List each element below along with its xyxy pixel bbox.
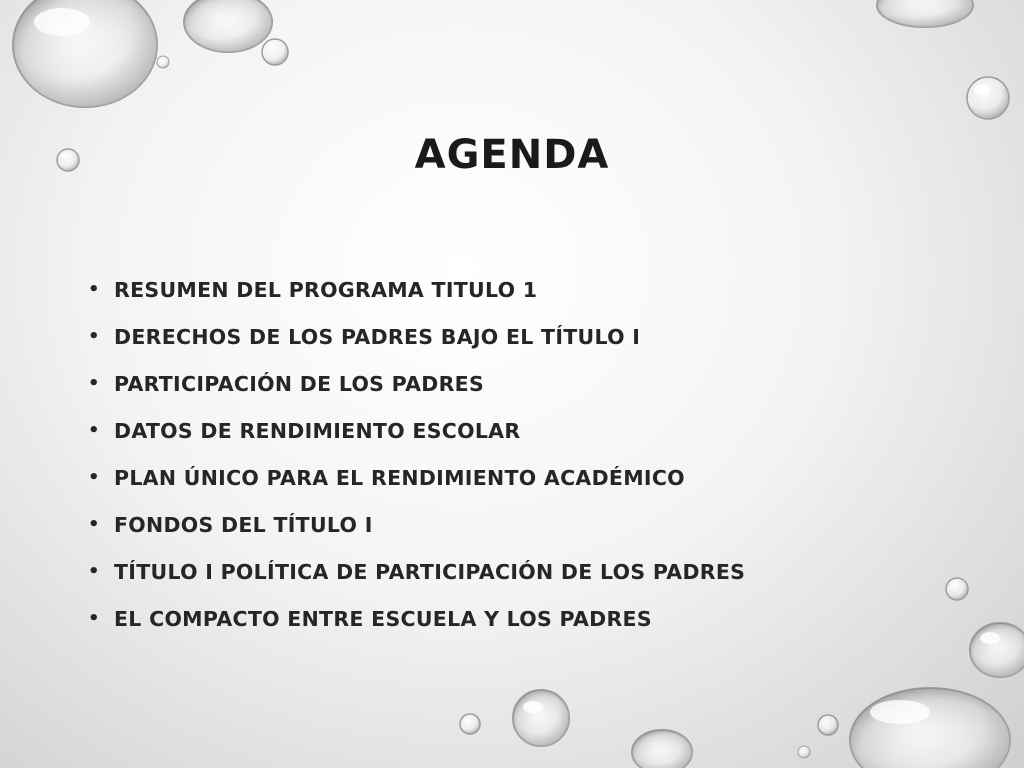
droplet (262, 39, 288, 65)
agenda-item-label: EL COMPACTO ENTRE ESCUELA Y LOS PADRES (114, 606, 652, 631)
droplet (157, 56, 169, 68)
droplet (513, 690, 569, 746)
droplet (850, 688, 1010, 768)
droplet (13, 0, 157, 107)
droplet (818, 715, 838, 735)
agenda-item-label: DERECHOS DE LOS PADRES BAJO EL TÍTULO I (114, 324, 641, 349)
bullet-icon: • (88, 561, 100, 582)
agenda-item-label: RESUMEN DEL PROGRAMA TITULO 1 (114, 277, 538, 302)
bullet-icon: • (88, 279, 100, 300)
agenda-item (88, 501, 745, 548)
droplet (967, 77, 1009, 119)
agenda-item-label: DATOS DE RENDIMIENTO ESCOLAR (114, 418, 521, 443)
agenda-item (88, 454, 745, 501)
droplet (460, 714, 480, 734)
agenda-list (88, 266, 745, 642)
droplet (798, 746, 810, 758)
bullet-icon: • (88, 373, 100, 394)
agenda-item (88, 407, 745, 454)
agenda-item (88, 548, 745, 595)
agenda-item (88, 313, 745, 360)
agenda-item-label: PARTICIPACIÓN DE LOS PADRES (114, 371, 485, 396)
agenda-item-label: FONDOS DEL TÍTULO I (114, 512, 373, 537)
droplet (877, 0, 973, 27)
bullet-icon: • (88, 326, 100, 347)
bullet-icon: • (88, 608, 100, 629)
droplet (946, 578, 968, 600)
droplet (970, 623, 1024, 677)
bullet-icon: • (88, 420, 100, 441)
agenda-item (88, 266, 745, 313)
droplet (632, 730, 692, 768)
agenda-item (88, 360, 745, 407)
droplet (184, 0, 272, 52)
slide-title: AGENDA (414, 132, 610, 178)
bullet-icon: • (88, 467, 100, 488)
bullet-icon: • (88, 514, 100, 535)
agenda-item (88, 595, 745, 642)
agenda-item-label: TÍTULO I POLÍTICA DE PARTICIPACIÓN DE LOS PADRES (114, 559, 746, 584)
agenda-item-label: PLAN ÚNICO PARA EL RENDIMIENTO ACADÉMICO (114, 465, 685, 490)
